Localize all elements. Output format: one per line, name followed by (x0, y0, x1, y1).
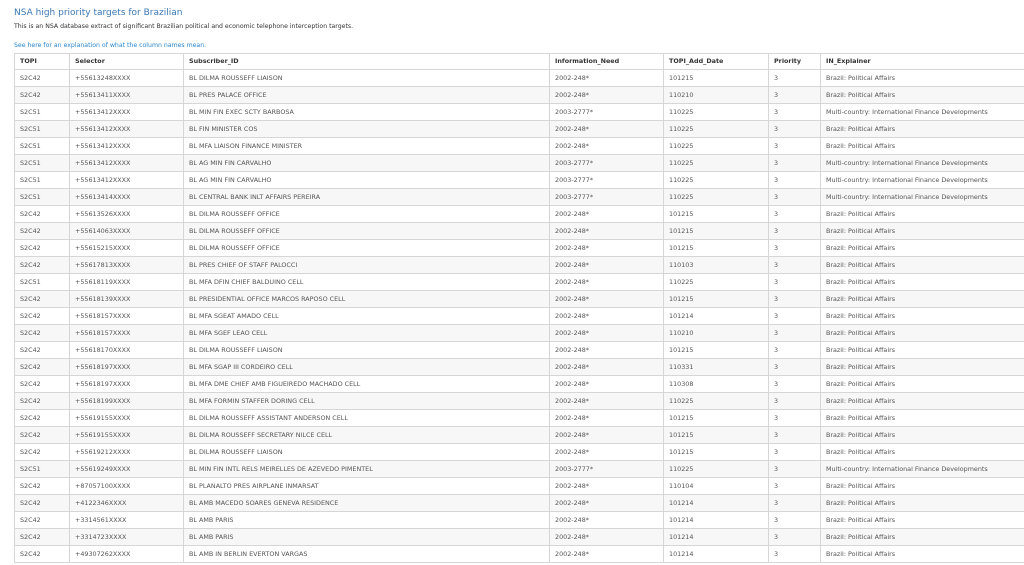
in-explainer-cell: Multi-country: International Finance Developments (821, 461, 1024, 478)
column-explanation-link[interactable]: See here for an explanation of what the column names mean. (14, 42, 207, 49)
priority-cell: 3 (769, 444, 821, 461)
in-explainer-cell: Brazil: Political Affairs (821, 410, 1024, 427)
subscriber-id-cell: BL MFA FORMIN STAFFER DORING CELL (184, 393, 550, 410)
topi-cell: S2C42 (15, 325, 70, 342)
information-need-cell: 2002-248* (550, 478, 664, 495)
subscriber-id-cell: BL DILMA ROUSSEFF OFFICE (184, 206, 550, 223)
priority-cell: 3 (769, 495, 821, 512)
in-explainer-cell: Brazil: Political Affairs (821, 121, 1024, 138)
priority-cell: 3 (769, 546, 821, 563)
topi-cell: S2C42 (15, 223, 70, 240)
selector-cell: +3314723XXXX (70, 529, 184, 546)
information-need-cell: 2003-2777* (550, 172, 664, 189)
table-row (15, 70, 1024, 87)
column-header-information-need: Information_Need (550, 54, 664, 70)
topi-cell: S2C42 (15, 291, 70, 308)
priority-cell: 3 (769, 155, 821, 172)
subscriber-id-cell: BL PRESIDENTIAL OFFICE MARCOS RAPOSO CELL (184, 291, 550, 308)
table-row (15, 376, 1024, 393)
in-explainer-cell: Brazil: Political Affairs (821, 308, 1024, 325)
information-need-cell: 2002-248* (550, 223, 664, 240)
information-need-cell: 2002-248* (550, 70, 664, 87)
table-row (15, 172, 1024, 189)
information-need-cell: 2002-248* (550, 427, 664, 444)
priority-cell: 3 (769, 274, 821, 291)
table-row (15, 393, 1024, 410)
in-explainer-cell: Multi-country: International Finance Developments (821, 155, 1024, 172)
subscriber-id-cell: BL AG MIN FIN CARVALHO (184, 155, 550, 172)
topi-add-date-cell: 101215 (664, 223, 769, 240)
table-row (15, 138, 1024, 155)
subscriber-id-cell: BL MIN FIN INTL RELS MEIRELLES DE AZEVEDO PIMENTEL (184, 461, 550, 478)
table-row (15, 359, 1024, 376)
selector-cell: +55617813XXXX (70, 257, 184, 274)
information-need-cell: 2002-248* (550, 495, 664, 512)
selector-cell: +55618157XXXX (70, 308, 184, 325)
table-row (15, 291, 1024, 308)
priority-cell: 3 (769, 512, 821, 529)
priority-cell: 3 (769, 189, 821, 206)
subscriber-id-cell: BL DILMA ROUSSEFF OFFICE (184, 223, 550, 240)
information-need-cell: 2002-248* (550, 121, 664, 138)
topi-cell: S2C42 (15, 206, 70, 223)
topi-add-date-cell: 110225 (664, 172, 769, 189)
subscriber-id-cell: BL AMB IN BERLIN EVERTON VARGAS (184, 546, 550, 563)
priority-cell: 3 (769, 376, 821, 393)
column-header-subscriber-id: Subscriber_ID (184, 54, 550, 70)
selector-cell: +55619249XXXX (70, 461, 184, 478)
in-explainer-cell: Brazil: Political Affairs (821, 512, 1024, 529)
selector-cell: +55613412XXXX (70, 138, 184, 155)
topi-cell: S2C51 (15, 274, 70, 291)
selector-cell: +4122346XXXX (70, 495, 184, 512)
selector-cell: +55618157XXXX (70, 325, 184, 342)
topi-cell: S2C51 (15, 121, 70, 138)
information-need-cell: 2003-2777* (550, 104, 664, 121)
table-body (15, 70, 1024, 563)
priority-cell: 3 (769, 257, 821, 274)
topi-add-date-cell: 110225 (664, 138, 769, 155)
table-row (15, 444, 1024, 461)
topi-add-date-cell: 110225 (664, 104, 769, 121)
in-explainer-cell: Brazil: Political Affairs (821, 274, 1024, 291)
information-need-cell: 2002-248* (550, 376, 664, 393)
selector-cell: +55618119XXXX (70, 274, 184, 291)
table-row (15, 325, 1024, 342)
in-explainer-cell: Brazil: Political Affairs (821, 478, 1024, 495)
information-need-cell: 2003-2777* (550, 461, 664, 478)
subscriber-id-cell: BL PRES PALACE OFFICE (184, 87, 550, 104)
selector-cell: +55613412XXXX (70, 121, 184, 138)
priority-cell: 3 (769, 478, 821, 495)
table-row (15, 512, 1024, 529)
topi-add-date-cell: 101214 (664, 529, 769, 546)
priority-cell: 3 (769, 427, 821, 444)
in-explainer-cell: Multi-country: International Finance Developments (821, 172, 1024, 189)
topi-cell: S2C42 (15, 240, 70, 257)
topi-add-date-cell: 110225 (664, 274, 769, 291)
topi-add-date-cell: 110210 (664, 325, 769, 342)
subscriber-id-cell: BL DILMA ROUSSEFF LIAISON (184, 444, 550, 461)
topi-add-date-cell: 101215 (664, 240, 769, 257)
priority-cell: 3 (769, 529, 821, 546)
topi-cell: S2C42 (15, 308, 70, 325)
in-explainer-cell: Brazil: Political Affairs (821, 393, 1024, 410)
selector-cell: +55613526XXXX (70, 206, 184, 223)
column-header-topi-add-date: TOPI_Add_Date (664, 54, 769, 70)
information-need-cell: 2002-248* (550, 529, 664, 546)
topi-cell: S2C51 (15, 189, 70, 206)
information-need-cell: 2002-248* (550, 393, 664, 410)
subscriber-id-cell: BL MFA SGAP III CORDEIRO CELL (184, 359, 550, 376)
subscriber-id-cell: BL DILMA ROUSSEFF LIAISON (184, 342, 550, 359)
in-explainer-cell: Brazil: Political Affairs (821, 325, 1024, 342)
subscriber-id-cell: BL MFA SGEF LEAO CELL (184, 325, 550, 342)
selector-cell: +55613412XXXX (70, 172, 184, 189)
in-explainer-cell: Brazil: Political Affairs (821, 70, 1024, 87)
in-explainer-cell: Brazil: Political Affairs (821, 359, 1024, 376)
priority-cell: 3 (769, 70, 821, 87)
table-row (15, 240, 1024, 257)
topi-add-date-cell: 110225 (664, 189, 769, 206)
subscriber-id-cell: BL MFA SGEAT AMADO CELL (184, 308, 550, 325)
in-explainer-cell: Brazil: Political Affairs (821, 223, 1024, 240)
topi-add-date-cell: 110210 (664, 87, 769, 104)
selector-cell: +55613411XXXX (70, 87, 184, 104)
subscriber-id-cell: BL AMB MACEDO SOARES GENEVA RESIDENCE (184, 495, 550, 512)
in-explainer-cell: Brazil: Political Affairs (821, 546, 1024, 563)
selector-cell: +55613412XXXX (70, 155, 184, 172)
topi-cell: S2C42 (15, 427, 70, 444)
subscriber-id-cell: BL PRES CHIEF OF STAFF PALOCCI (184, 257, 550, 274)
topi-add-date-cell: 101215 (664, 342, 769, 359)
table-row (15, 308, 1024, 325)
column-header-topi: TOPI (15, 54, 70, 70)
priority-cell: 3 (769, 291, 821, 308)
in-explainer-cell: Brazil: Political Affairs (821, 427, 1024, 444)
topi-add-date-cell: 101214 (664, 495, 769, 512)
selector-cell: +55619212XXXX (70, 444, 184, 461)
topi-add-date-cell: 101215 (664, 206, 769, 223)
priority-cell: 3 (769, 172, 821, 189)
table-row (15, 274, 1024, 291)
table-row (15, 495, 1024, 512)
subscriber-id-cell: BL MFA DME CHIEF AMB FIGUEIREDO MACHADO CELL (184, 376, 550, 393)
topi-cell: S2C42 (15, 70, 70, 87)
subscriber-id-cell: BL CENTRAL BANK INLT AFFAIRS PEREIRA (184, 189, 550, 206)
table-row (15, 461, 1024, 478)
topi-cell: S2C42 (15, 478, 70, 495)
topi-add-date-cell: 101214 (664, 308, 769, 325)
information-need-cell: 2002-248* (550, 546, 664, 563)
table-row (15, 342, 1024, 359)
topi-cell: S2C42 (15, 342, 70, 359)
topi-cell: S2C42 (15, 529, 70, 546)
in-explainer-cell: Brazil: Political Affairs (821, 240, 1024, 257)
topi-add-date-cell: 101214 (664, 512, 769, 529)
topi-add-date-cell: 110225 (664, 121, 769, 138)
information-need-cell: 2002-248* (550, 240, 664, 257)
topi-add-date-cell: 110225 (664, 155, 769, 172)
information-need-cell: 2002-248* (550, 512, 664, 529)
information-need-cell: 2002-248* (550, 342, 664, 359)
topi-cell: S2C42 (15, 376, 70, 393)
information-need-cell: 2002-248* (550, 291, 664, 308)
in-explainer-cell: Brazil: Political Affairs (821, 495, 1024, 512)
information-need-cell: 2003-2777* (550, 155, 664, 172)
information-need-cell: 2002-248* (550, 138, 664, 155)
information-need-cell: 2002-248* (550, 359, 664, 376)
table-header-row (15, 54, 1024, 70)
topi-add-date-cell: 110103 (664, 257, 769, 274)
selector-cell: +55618139XXXX (70, 291, 184, 308)
selector-cell: +55619155XXXX (70, 427, 184, 444)
in-explainer-cell: Multi-country: International Finance Developments (821, 189, 1024, 206)
topi-cell: S2C42 (15, 444, 70, 461)
priority-cell: 3 (769, 342, 821, 359)
in-explainer-cell: Brazil: Political Affairs (821, 138, 1024, 155)
topi-add-date-cell: 101215 (664, 291, 769, 308)
information-need-cell: 2002-248* (550, 325, 664, 342)
topi-cell: S2C42 (15, 87, 70, 104)
table-header (15, 54, 1024, 70)
subscriber-id-cell: BL PLANALTO PRES AIRPLANE INMARSAT (184, 478, 550, 495)
selector-cell: +55618170XXXX (70, 342, 184, 359)
selector-cell: +55613414XXXX (70, 189, 184, 206)
priority-cell: 3 (769, 87, 821, 104)
priority-cell: 3 (769, 393, 821, 410)
priority-cell: 3 (769, 359, 821, 376)
topi-add-date-cell: 110225 (664, 461, 769, 478)
column-header-in-explainer: IN_Explainer (821, 54, 1024, 70)
selector-cell: +49307262XXXX (70, 546, 184, 563)
information-need-cell: 2002-248* (550, 308, 664, 325)
topi-cell: S2C51 (15, 155, 70, 172)
table-row (15, 104, 1024, 121)
page-description: This is an NSA database extract of significant Brazilian political and economic telephone interception targets. (14, 23, 354, 30)
topi-cell: S2C51 (15, 461, 70, 478)
topi-add-date-cell: 110308 (664, 376, 769, 393)
topi-cell: S2C42 (15, 359, 70, 376)
table-row (15, 529, 1024, 546)
table-row (15, 410, 1024, 427)
topi-cell: S2C42 (15, 495, 70, 512)
topi-cell: S2C42 (15, 257, 70, 274)
table-row (15, 206, 1024, 223)
topi-add-date-cell: 101215 (664, 410, 769, 427)
targets-table (14, 53, 1024, 563)
information-need-cell: 2002-248* (550, 87, 664, 104)
topi-cell: S2C51 (15, 104, 70, 121)
in-explainer-cell: Brazil: Political Affairs (821, 206, 1024, 223)
priority-cell: 3 (769, 223, 821, 240)
in-explainer-cell: Brazil: Political Affairs (821, 529, 1024, 546)
priority-cell: 3 (769, 240, 821, 257)
selector-cell: +55618197XXXX (70, 376, 184, 393)
topi-cell: S2C51 (15, 138, 70, 155)
topi-add-date-cell: 101215 (664, 444, 769, 461)
priority-cell: 3 (769, 410, 821, 427)
priority-cell: 3 (769, 461, 821, 478)
in-explainer-cell: Multi-country: International Finance Developments (821, 104, 1024, 121)
table-row (15, 87, 1024, 104)
in-explainer-cell: Brazil: Political Affairs (821, 342, 1024, 359)
subscriber-id-cell: BL DILMA ROUSSEFF OFFICE (184, 240, 550, 257)
topi-cell: S2C42 (15, 393, 70, 410)
subscriber-id-cell: BL DILMA ROUSSEFF ASSISTANT ANDERSON CELL (184, 410, 550, 427)
subscriber-id-cell: BL AMB PARIS (184, 512, 550, 529)
subscriber-id-cell: BL AMB PARIS (184, 529, 550, 546)
topi-add-date-cell: 101215 (664, 427, 769, 444)
topi-cell: S2C42 (15, 546, 70, 563)
subscriber-id-cell: BL MFA LIAISON FINANCE MINISTER (184, 138, 550, 155)
in-explainer-cell: Brazil: Political Affairs (821, 444, 1024, 461)
topi-add-date-cell: 101215 (664, 70, 769, 87)
priority-cell: 3 (769, 121, 821, 138)
selector-cell: +87057100XXXX (70, 478, 184, 495)
table-row (15, 223, 1024, 240)
table-row (15, 121, 1024, 138)
priority-cell: 3 (769, 104, 821, 121)
topi-add-date-cell: 110225 (664, 393, 769, 410)
selector-cell: +55618197XXXX (70, 359, 184, 376)
selector-cell: +55615215XXXX (70, 240, 184, 257)
page-title: NSA high priority targets for Brazilian (14, 8, 183, 18)
table-row (15, 155, 1024, 172)
selector-cell: +3314561XXXX (70, 512, 184, 529)
priority-cell: 3 (769, 325, 821, 342)
subscriber-id-cell: BL FIN MINISTER COS (184, 121, 550, 138)
subscriber-id-cell: BL AG MIN FIN CARVALHO (184, 172, 550, 189)
topi-cell: S2C42 (15, 410, 70, 427)
table-row (15, 427, 1024, 444)
topi-add-date-cell: 110331 (664, 359, 769, 376)
in-explainer-cell: Brazil: Political Affairs (821, 257, 1024, 274)
table-row (15, 478, 1024, 495)
column-header-selector: Selector (70, 54, 184, 70)
information-need-cell: 2002-248* (550, 206, 664, 223)
topi-cell: S2C51 (15, 172, 70, 189)
in-explainer-cell: Brazil: Political Affairs (821, 291, 1024, 308)
information-need-cell: 2002-248* (550, 274, 664, 291)
priority-cell: 3 (769, 138, 821, 155)
priority-cell: 3 (769, 308, 821, 325)
information-need-cell: 2002-248* (550, 410, 664, 427)
table-row (15, 189, 1024, 206)
priority-cell: 3 (769, 206, 821, 223)
subscriber-id-cell: BL DILMA ROUSSEFF LIAISON (184, 70, 550, 87)
selector-cell: +55613412XXXX (70, 104, 184, 121)
information-need-cell: 2003-2777* (550, 189, 664, 206)
topi-cell: S2C42 (15, 512, 70, 529)
column-header-priority: Priority (769, 54, 821, 70)
in-explainer-cell: Brazil: Political Affairs (821, 87, 1024, 104)
topi-add-date-cell: 110104 (664, 478, 769, 495)
subscriber-id-cell: BL DILMA ROUSSEFF SECRETARY NILCE CELL (184, 427, 550, 444)
selector-cell: +55613248XXXX (70, 70, 184, 87)
table-row (15, 257, 1024, 274)
selector-cell: +55614063XXXX (70, 223, 184, 240)
information-need-cell: 2002-248* (550, 444, 664, 461)
in-explainer-cell: Brazil: Political Affairs (821, 376, 1024, 393)
selector-cell: +55618199XXXX (70, 393, 184, 410)
selector-cell: +55619155XXXX (70, 410, 184, 427)
information-need-cell: 2002-248* (550, 257, 664, 274)
subscriber-id-cell: BL MFA DFIN CHIEF BALDUINO CELL (184, 274, 550, 291)
table-row (15, 546, 1024, 563)
topi-add-date-cell: 101214 (664, 546, 769, 563)
subscriber-id-cell: BL MIN FIN EXEC SCTY BARBOSA (184, 104, 550, 121)
